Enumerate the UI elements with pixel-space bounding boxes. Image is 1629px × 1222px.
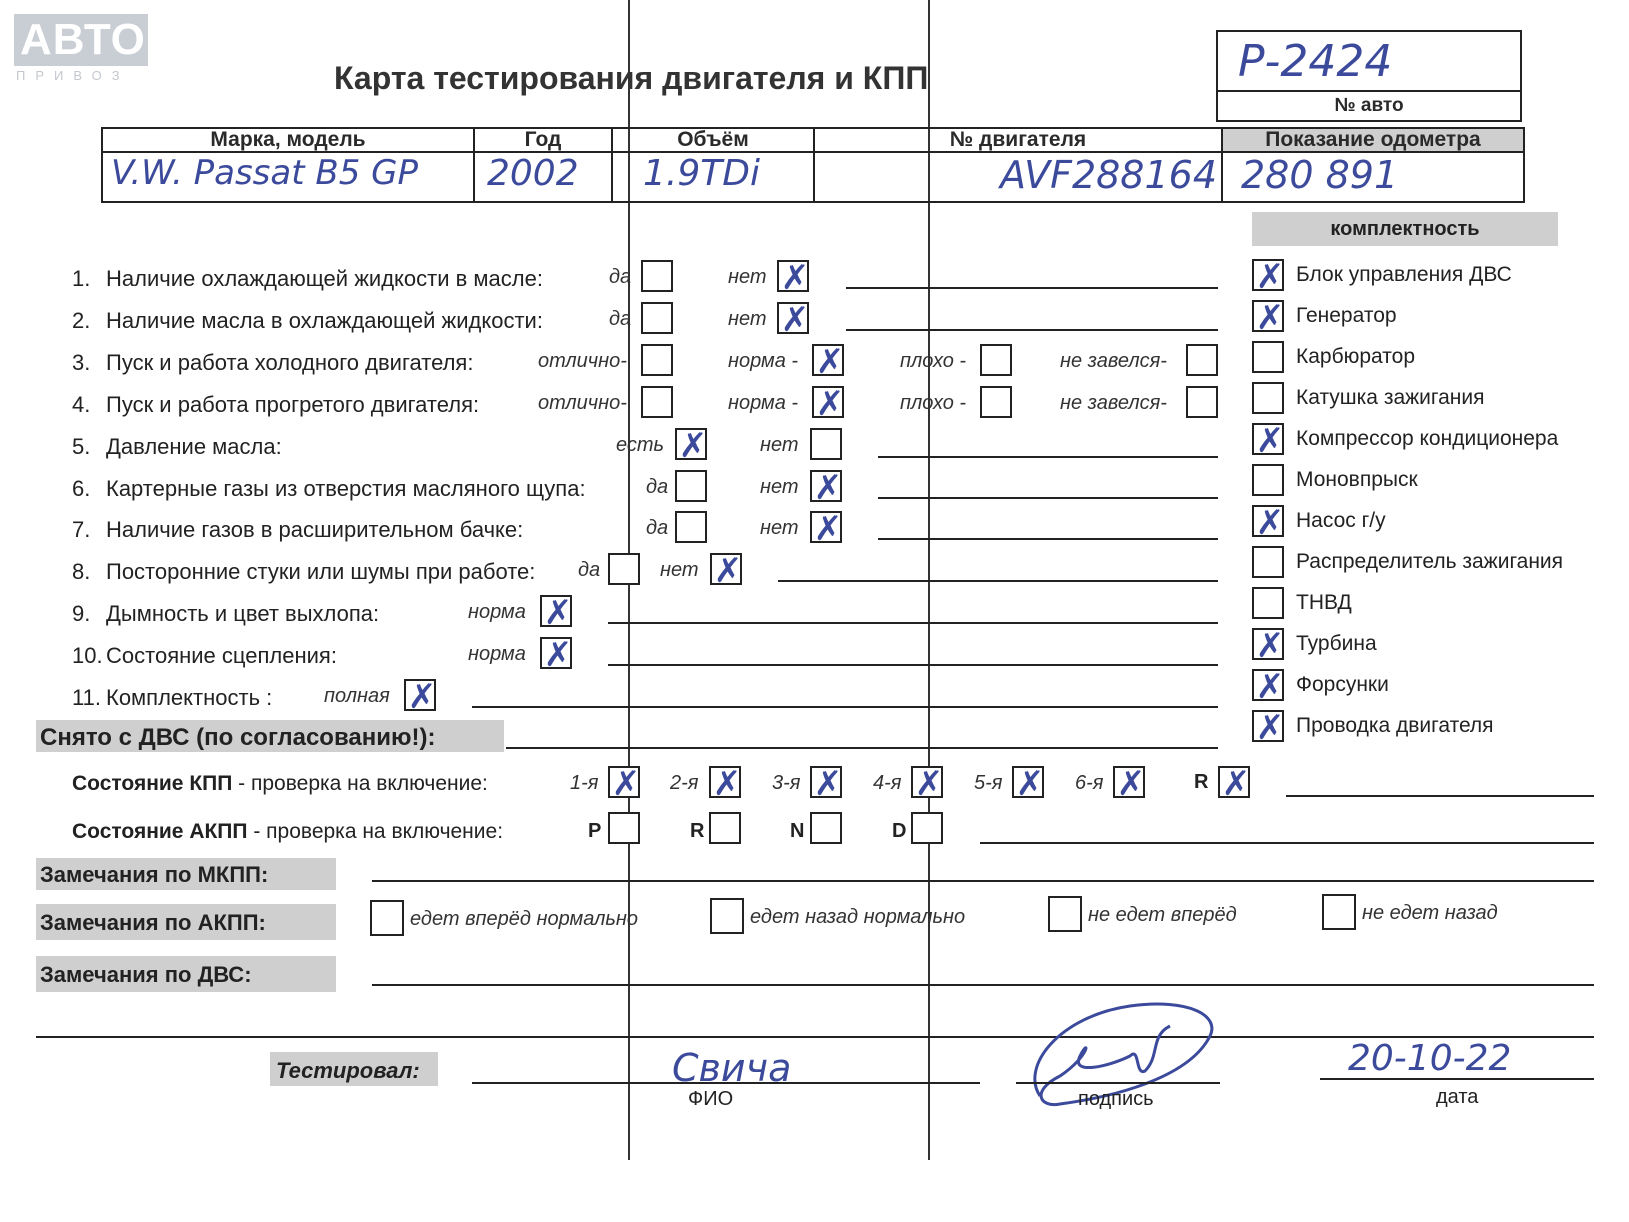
mkpp-line: [1286, 795, 1594, 797]
question-text: Пуск и работа холодного двигателя:: [106, 350, 474, 375]
check-mark-icon: ✗: [813, 509, 843, 549]
check-mark-icon: ✗: [914, 764, 944, 804]
check-mark-icon: ✗: [1255, 257, 1285, 297]
akpp-remark-checkbox[interactable]: [370, 900, 404, 936]
option-yes: да: [578, 559, 601, 581]
comment-line: [878, 538, 1218, 540]
option-yes: да: [646, 517, 669, 539]
gear-checkbox[interactable]: [911, 764, 944, 804]
car-number-box: [1216, 30, 1522, 122]
checkbox-q11-full[interactable]: [404, 677, 437, 717]
check-mark-icon: ✗: [611, 764, 641, 804]
option-normal: норма -: [728, 392, 799, 414]
gear-checkbox[interactable]: [1113, 764, 1146, 804]
akpp-remark-checkbox[interactable]: [1322, 894, 1356, 930]
kit-checkbox[interactable]: [1252, 708, 1285, 748]
checkbox-q1-no[interactable]: [777, 258, 810, 298]
option-yes: да: [646, 476, 669, 498]
kit-item-label: Генератор: [1296, 304, 1397, 327]
checkbox-q4-bad[interactable]: [980, 386, 1012, 418]
checkbox-q2-yes[interactable]: [641, 302, 673, 334]
akpp-remark-option: не едет назад: [1362, 902, 1498, 924]
kit-item-label: Моновпрыск: [1296, 468, 1418, 491]
question-text: Картерные газы из отверстия масляного щупа:: [106, 476, 586, 501]
gear-label: 4-я: [873, 772, 902, 794]
remarks-dvs-line: [372, 984, 1594, 986]
checkbox-q7-no[interactable]: [810, 509, 843, 549]
kit-item-label: Распределитель зажигания: [1296, 550, 1564, 573]
logo-sub: ПРИВОЗ: [16, 68, 130, 83]
kit-checkbox[interactable]: [1252, 382, 1284, 414]
akpp-label-bold: Состояние АКПП: [72, 820, 248, 843]
comment-line: [608, 664, 1218, 666]
akpp-label-rest: - проверка на включение:: [247, 820, 504, 843]
check-mark-icon: ✗: [1116, 764, 1146, 804]
question-text: Наличие газов в расширительном бачке:: [106, 517, 524, 542]
gear-checkbox[interactable]: [1012, 764, 1045, 804]
checkbox-q5-present[interactable]: [675, 426, 708, 466]
col-header-engine: № двигателя: [949, 128, 1087, 151]
value-volume: 1.9TDi: [643, 153, 760, 194]
gear-checkbox[interactable]: [810, 764, 843, 804]
check-mark-icon: ✗: [407, 677, 437, 717]
kit-item-label: Катушка зажигания: [1296, 386, 1485, 409]
question-text: Наличие охлаждающей жидкости в масле:: [106, 266, 543, 291]
option-excellent: отлично-: [538, 350, 627, 372]
kit-item-label: Компрессор кондиционера: [1296, 427, 1559, 450]
checkbox-q4-no-start[interactable]: [1186, 386, 1218, 418]
check-mark-icon: ✗: [1255, 667, 1285, 707]
mkpp-label-rest: - проверка на включение:: [232, 772, 488, 795]
check-mark-icon: ✗: [815, 384, 845, 424]
option-no: нет: [760, 476, 799, 498]
col-header-volume: Объём: [677, 128, 749, 151]
comment-line: [472, 706, 1218, 708]
gear-label: P: [588, 820, 602, 842]
option-yes: да: [609, 266, 632, 288]
header-table: [101, 127, 1525, 203]
check-mark-icon: ✗: [1015, 764, 1045, 804]
check-mark-icon: ✗: [678, 426, 708, 466]
gear-label: 2-я: [670, 772, 699, 794]
kit-checkbox[interactable]: [1252, 257, 1285, 297]
akpp-remark-checkbox[interactable]: [710, 898, 744, 934]
question-num: 11.: [72, 685, 101, 710]
date-value: 20-10-22: [1348, 1038, 1512, 1079]
option-norm: норма: [468, 601, 526, 623]
remarks-mkpp-label: Замечания по МКПП:: [40, 862, 269, 887]
check-mark-icon: ✗: [1221, 764, 1251, 804]
question-text: Комплектность :: [106, 685, 273, 710]
signature-line: [1016, 1082, 1220, 1084]
question-num: 3.: [72, 350, 91, 375]
question-text: Посторонние стуки или шумы при работе:: [106, 559, 536, 584]
remarks-akpp-label: Замечания по АКПП:: [40, 910, 266, 935]
question-num: 2.: [72, 308, 91, 333]
gear-label: 6-я: [1075, 772, 1104, 794]
check-mark-icon: ✗: [713, 551, 743, 591]
option-no-start: не завелся-: [1060, 350, 1167, 372]
gear-label: N: [790, 820, 805, 842]
comment-line: [878, 497, 1218, 499]
check-mark-icon: ✗: [712, 764, 742, 804]
gear-label: 1-я: [570, 772, 599, 794]
gear-label: D: [892, 820, 907, 842]
name-caption: ФИО: [688, 1088, 734, 1110]
checkbox-q6-no[interactable]: [810, 468, 843, 508]
option-present: есть: [616, 434, 665, 456]
gear-checkbox[interactable]: [810, 812, 842, 844]
kit-checkbox[interactable]: [1252, 546, 1284, 578]
check-mark-icon: ✗: [1255, 298, 1285, 338]
kit-item-label: Форсунки: [1296, 673, 1389, 696]
col-header-model: Марка, модель: [210, 128, 366, 151]
kit-checkbox[interactable]: [1252, 667, 1285, 707]
kit-item-label: Карбюратор: [1296, 345, 1416, 368]
removed-label: Снято с ДВС (по согласованию!):: [40, 724, 436, 751]
col-header-odometer: Показание одометра: [1265, 128, 1481, 151]
mkpp-label-bold: Состояние КПП: [72, 772, 233, 795]
question-text: Пуск и работа прогретого двигателя:: [106, 392, 480, 417]
kit-item-label: Блок управления ДВС: [1296, 263, 1512, 286]
check-mark-icon: ✗: [780, 300, 810, 340]
checkbox-q6-yes[interactable]: [675, 470, 707, 502]
removed-line: [506, 747, 1218, 749]
check-mark-icon: ✗: [1255, 503, 1285, 543]
kit-checkbox[interactable]: [1252, 587, 1284, 619]
value-model: V.W. Passat B5 GP: [111, 153, 418, 193]
checkbox-q3-bad[interactable]: [980, 344, 1012, 376]
question-num: 6.: [72, 476, 91, 501]
question-num: 1.: [72, 266, 91, 291]
kit-checkbox[interactable]: [1252, 341, 1284, 373]
gear-checkbox[interactable]: [1218, 764, 1251, 804]
checkbox-q8-yes[interactable]: [608, 553, 640, 585]
question-num: 8.: [72, 559, 91, 584]
question-num: 4.: [72, 392, 91, 417]
option-excellent: отлично-: [538, 392, 627, 414]
logo-main: АВТО: [14, 14, 148, 66]
question-num: 10.: [72, 643, 103, 668]
checkbox-q8-no[interactable]: [710, 551, 743, 591]
option-bad: плохо -: [900, 350, 967, 372]
checkbox-q3-normal[interactable]: [812, 342, 845, 382]
option-no: нет: [760, 434, 799, 456]
kit-item-label: ТНВД: [1296, 591, 1352, 614]
question-num: 9.: [72, 601, 91, 626]
comment-line: [846, 329, 1218, 331]
checkbox-q5-no[interactable]: [810, 428, 842, 460]
checkbox-q3-excellent[interactable]: [641, 344, 673, 376]
value-engine: AVF288164: [999, 153, 1217, 197]
gear-checkbox[interactable]: [608, 764, 641, 804]
option-bad: плохо -: [900, 392, 967, 414]
check-mark-icon: ✗: [780, 258, 810, 298]
checkbox-q2-no[interactable]: [777, 300, 810, 340]
comment-line: [778, 580, 1218, 582]
question-text: Наличие масла в охлаждающей жидкости:: [106, 308, 543, 333]
gear-checkbox[interactable]: [709, 812, 741, 844]
question-text: Дымность и цвет выхлопа:: [106, 601, 380, 626]
col-header-year: Год: [524, 128, 562, 151]
check-mark-icon: ✗: [543, 593, 573, 633]
date-line: [1320, 1078, 1594, 1080]
signature-caption: подпись: [1078, 1088, 1154, 1110]
question-text: Состояние сцепления:: [106, 643, 337, 668]
checkbox-q9-norm[interactable]: [540, 593, 573, 633]
kit-checkbox[interactable]: [1252, 421, 1285, 461]
page-title: Карта тестирования двигателя и КПП: [334, 60, 929, 96]
date-caption: дата: [1436, 1086, 1479, 1108]
check-mark-icon: ✗: [1255, 708, 1285, 748]
question-text: Давление масла:: [106, 434, 282, 459]
mkpp-label: [72, 772, 488, 796]
option-no: нет: [660, 559, 699, 581]
question-num: 7.: [72, 517, 91, 542]
option-normal: норма -: [728, 350, 799, 372]
kit-item-label: Насос г/у: [1296, 509, 1386, 532]
akpp-line: [980, 842, 1594, 844]
check-mark-icon: ✗: [1255, 421, 1285, 461]
kit-checkbox[interactable]: [1252, 626, 1285, 666]
gear-checkbox[interactable]: [709, 764, 742, 804]
kit-item-label: Турбина: [1296, 632, 1377, 655]
kit-title: комплектность: [1330, 218, 1480, 240]
gear-label: 5-я: [974, 772, 1003, 794]
comment-line: [846, 287, 1218, 289]
option-norm: норма: [468, 643, 526, 665]
gear-checkbox[interactable]: [911, 812, 943, 844]
tested-label: Тестировал:: [276, 1058, 420, 1083]
gear-label: R: [690, 820, 705, 842]
akpp-remark-option: не едет вперёд: [1088, 904, 1237, 926]
gear-label: R: [1194, 771, 1209, 793]
check-mark-icon: ✗: [813, 764, 843, 804]
name-line: [472, 1082, 980, 1084]
check-mark-icon: ✗: [813, 468, 843, 508]
option-no: нет: [728, 308, 767, 330]
kit-checkbox[interactable]: [1252, 464, 1284, 496]
akpp-label: [72, 820, 503, 844]
value-year: 2002: [487, 153, 579, 194]
question-num: 5.: [72, 434, 91, 459]
option-no: нет: [728, 266, 767, 288]
value-odometer: 280 891: [1241, 153, 1399, 197]
option-no: нет: [760, 517, 799, 539]
option-no-start: не завелся-: [1060, 392, 1167, 414]
gear-checkbox[interactable]: [608, 812, 640, 844]
kit-checkbox[interactable]: [1252, 298, 1285, 338]
check-mark-icon: ✗: [543, 635, 573, 675]
option-full: полная: [324, 685, 390, 707]
comment-line: [608, 622, 1218, 624]
option-yes: да: [609, 308, 632, 330]
kit-item-label: Проводка двигателя: [1296, 714, 1494, 737]
checkbox-q1-yes[interactable]: [641, 260, 673, 292]
remarks-dvs-label: Замечания по ДВС:: [40, 962, 252, 987]
car-number-value: Р-2424: [1238, 36, 1393, 87]
akpp-remark-option: едет назад нормально: [750, 906, 966, 928]
checkbox-q3-no-start[interactable]: [1186, 344, 1218, 376]
checkbox-q4-normal[interactable]: [812, 384, 845, 424]
check-mark-icon: ✗: [1255, 626, 1285, 666]
tester-name-value: Свича: [672, 1046, 792, 1090]
checkbox-q10-norm[interactable]: [540, 635, 573, 675]
checkbox-q7-yes[interactable]: [675, 511, 707, 543]
comment-line: [878, 456, 1218, 458]
akpp-remark-checkbox[interactable]: [1048, 896, 1082, 932]
kit-checkbox[interactable]: [1252, 503, 1285, 543]
gear-label: 3-я: [772, 772, 801, 794]
checkbox-q4-excellent[interactable]: [641, 386, 673, 418]
car-number-label: № авто: [1218, 90, 1520, 120]
remarks-mkpp-line: [372, 880, 1594, 882]
akpp-remark-option: едет вперёд нормально: [410, 908, 639, 930]
check-mark-icon: ✗: [815, 342, 845, 382]
